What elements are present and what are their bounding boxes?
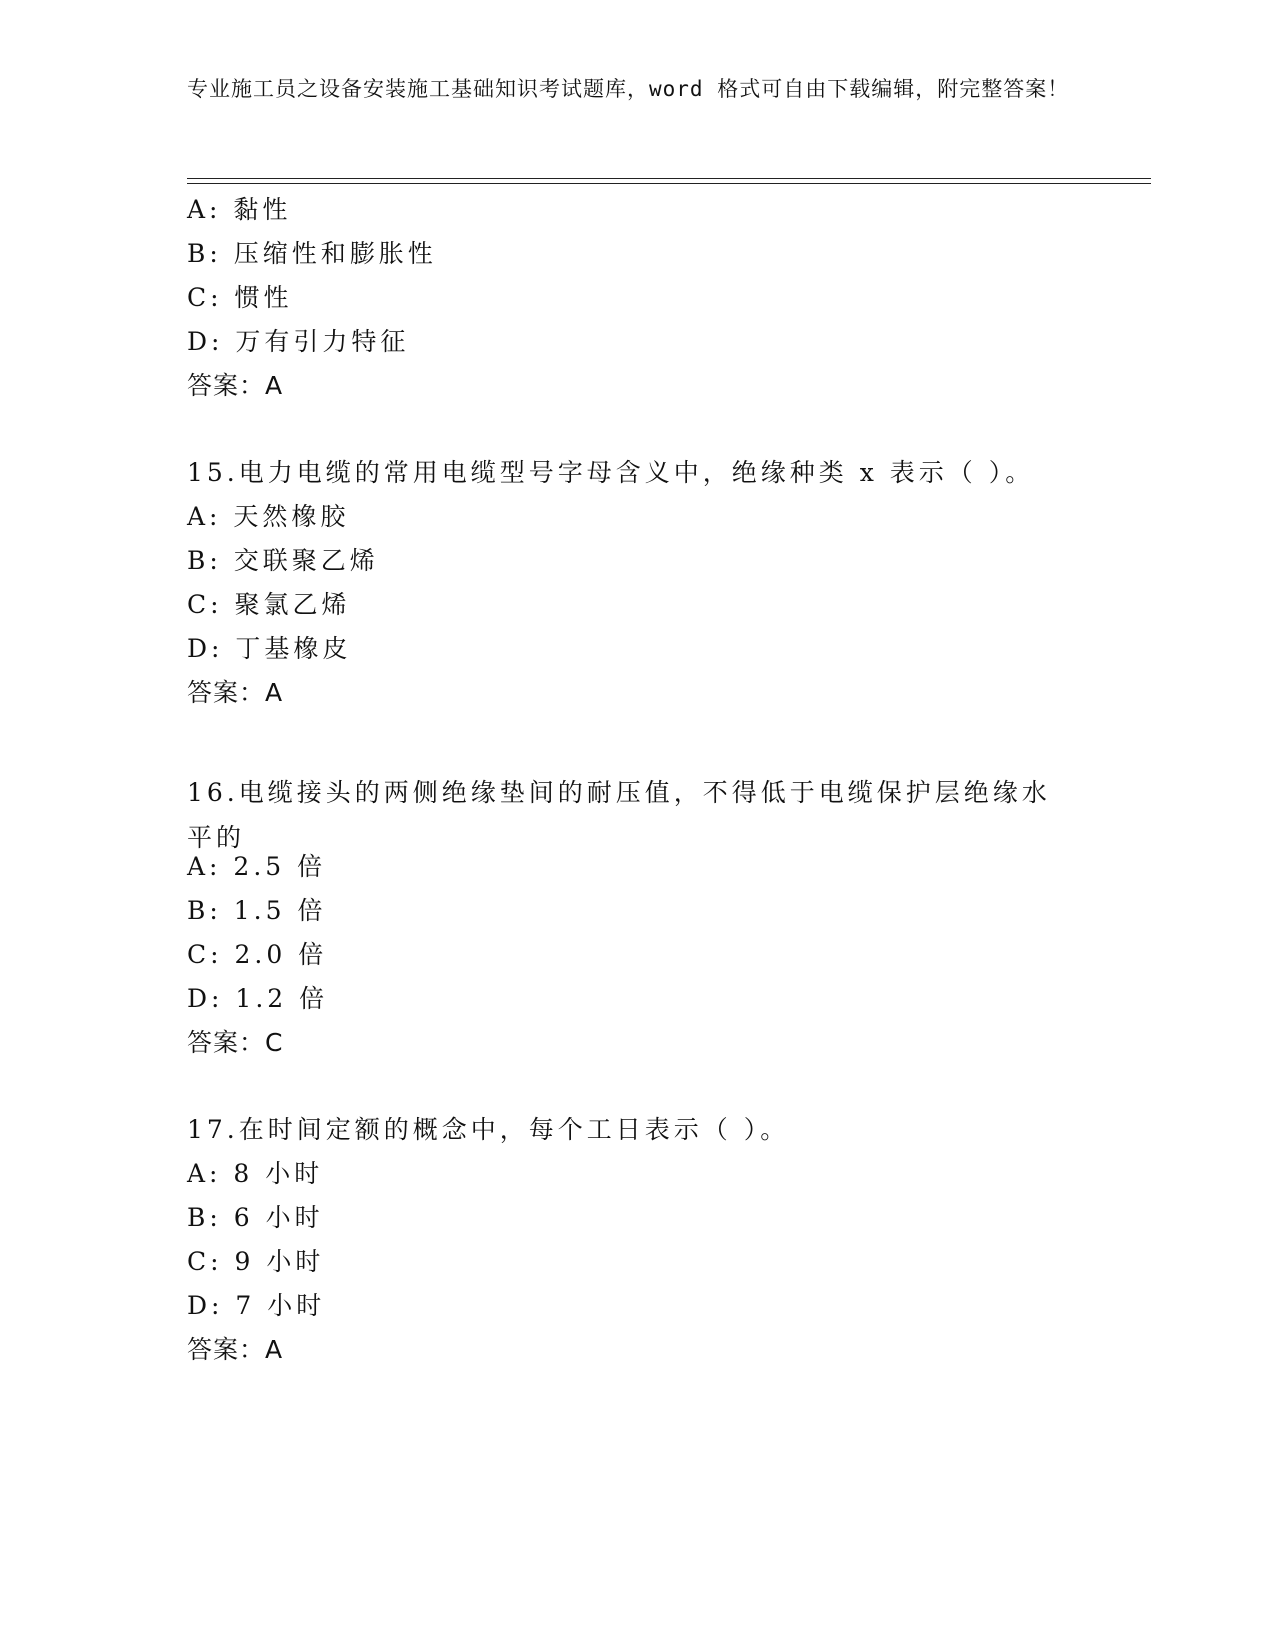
option-b: B: 交联聚乙烯	[187, 546, 379, 575]
question-text: 15.电力电缆的常用电缆型号字母含义中，绝缘种类 x 表示（ ）。	[187, 458, 1035, 487]
answer: 答案：C	[187, 1028, 284, 1057]
question-text: 17.在时间定额的概念中，每个工日表示（ ）。	[187, 1115, 790, 1144]
option-b: B: 压缩性和膨胀性	[187, 239, 437, 268]
option-b: B: 6 小时	[187, 1203, 324, 1232]
option-a: A: 黏性	[187, 195, 292, 224]
option-a: A: 8 小时	[187, 1159, 324, 1188]
document-header: 专业施工员之设备安装施工基础知识考试题库，word 格式可自由下载编辑，附完整答案！	[187, 77, 1070, 101]
answer: 答案：A	[187, 371, 284, 400]
option-d: D: 万有引力特征	[187, 327, 410, 356]
option-a: A: 2.5 倍	[187, 852, 327, 881]
option-c: C: 惯性	[187, 283, 293, 312]
option-d: D: 1.2 倍	[187, 984, 329, 1013]
header-divider-top	[187, 178, 1151, 179]
option-c: C: 9 小时	[187, 1247, 325, 1276]
option-d: D: 7 小时	[187, 1291, 326, 1320]
option-b: B: 1.5 倍	[187, 896, 327, 925]
question-text: 16.电缆接头的两侧绝缘垫间的耐压值，不得低于电缆保护层绝缘水平的	[187, 778, 1051, 852]
option-a: A: 天然橡胶	[187, 502, 350, 531]
header-divider-bottom	[187, 183, 1151, 184]
answer: 答案：A	[187, 1335, 284, 1364]
option-c: C: 2.0 倍	[187, 940, 328, 969]
answer: 答案：A	[187, 678, 284, 707]
option-c: C: 聚氯乙烯	[187, 590, 351, 619]
option-d: D: 丁基橡皮	[187, 634, 352, 663]
